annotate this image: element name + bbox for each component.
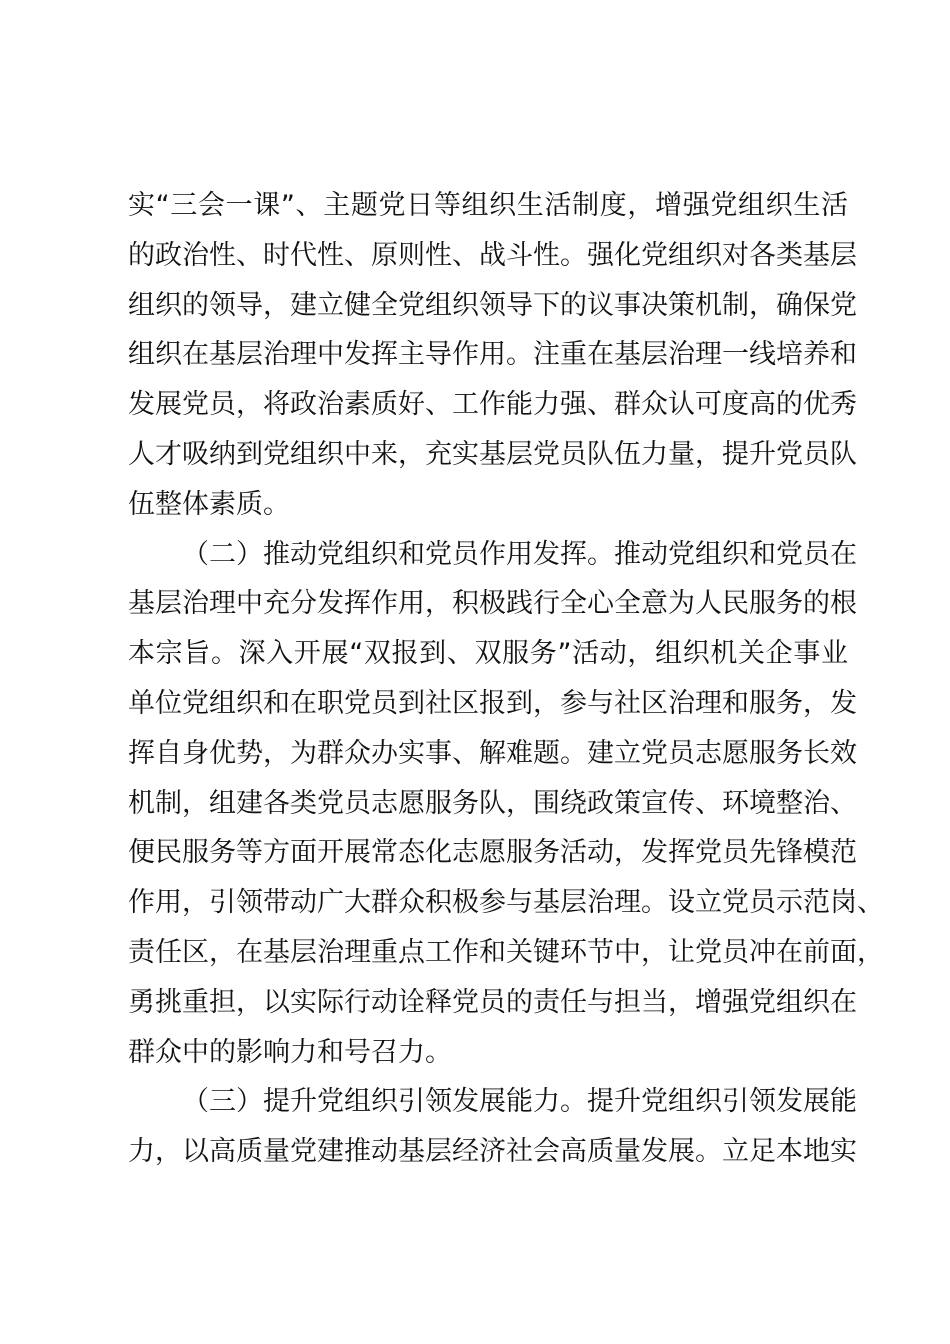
text-line: 责任区，在基层治理重点工作和关键环节中，让党员冲在前面， <box>128 936 884 968</box>
paragraph-end-line: 群众中的影响力和号召力。 <box>128 1036 452 1068</box>
text-line: 作用，引领带动广大群众积极参与基层治理。设立党员示范岗、 <box>128 887 884 919</box>
text-line: 本宗旨。深入开展“双报到、双服务”活动，组织机关企事业 <box>128 638 848 670</box>
text-line: 组织在基层治理中发挥主导作用。注重在基层治理一线培养和 <box>128 339 857 371</box>
text-line: 单位党组织和在职党员到社区报到，参与社区治理和服务，发 <box>128 687 857 719</box>
text-line: 发展党员，将政治素质好、工作能力强、群众认可度高的优秀 <box>128 389 857 421</box>
text-line: 的政治性、时代性、原则性、战斗性。强化党组织对各类基层 <box>128 239 857 271</box>
text-line: 挥自身优势，为群众办实事、解难题。建立党员志愿服务长效 <box>128 737 857 769</box>
section-heading-line: （三）提升党组织引领发展能力。提升党组织引领发展能 <box>182 1086 857 1118</box>
text-line: 机制，组建各类党员志愿服务队，围绕政策宣传、环境整治、 <box>128 787 857 819</box>
text-line: 实“三会一课”、主题党日等组织生活制度，增强党组织生活 <box>128 190 848 221</box>
text-line: 组织的领导，建立健全党组织领导下的议事决策机制，确保党 <box>128 289 857 321</box>
body-text <box>128 181 884 1177</box>
text-line: 便民服务等方面开展常态化志愿服务活动，发挥党员先锋模范 <box>128 837 857 869</box>
text-line: 力，以高质量党建推动基层经济社会高质量发展。立足本地实 <box>128 1136 857 1168</box>
text-line: 基层治理中充分发挥作用，积极践行全心全意为人民服务的根 <box>128 588 857 620</box>
text-line: 人才吸纳到党组织中来，充实基层党员队伍力量，提升党员队 <box>128 438 857 470</box>
section-heading-line: （二）推动党组织和党员作用发挥。推动党组织和党员在 <box>182 538 857 570</box>
paragraph-end-line: 伍整体素质。 <box>128 488 290 520</box>
text-line: 勇挑重担，以实际行动诠释党员的责任与担当，增强党组织在 <box>128 986 857 1018</box>
